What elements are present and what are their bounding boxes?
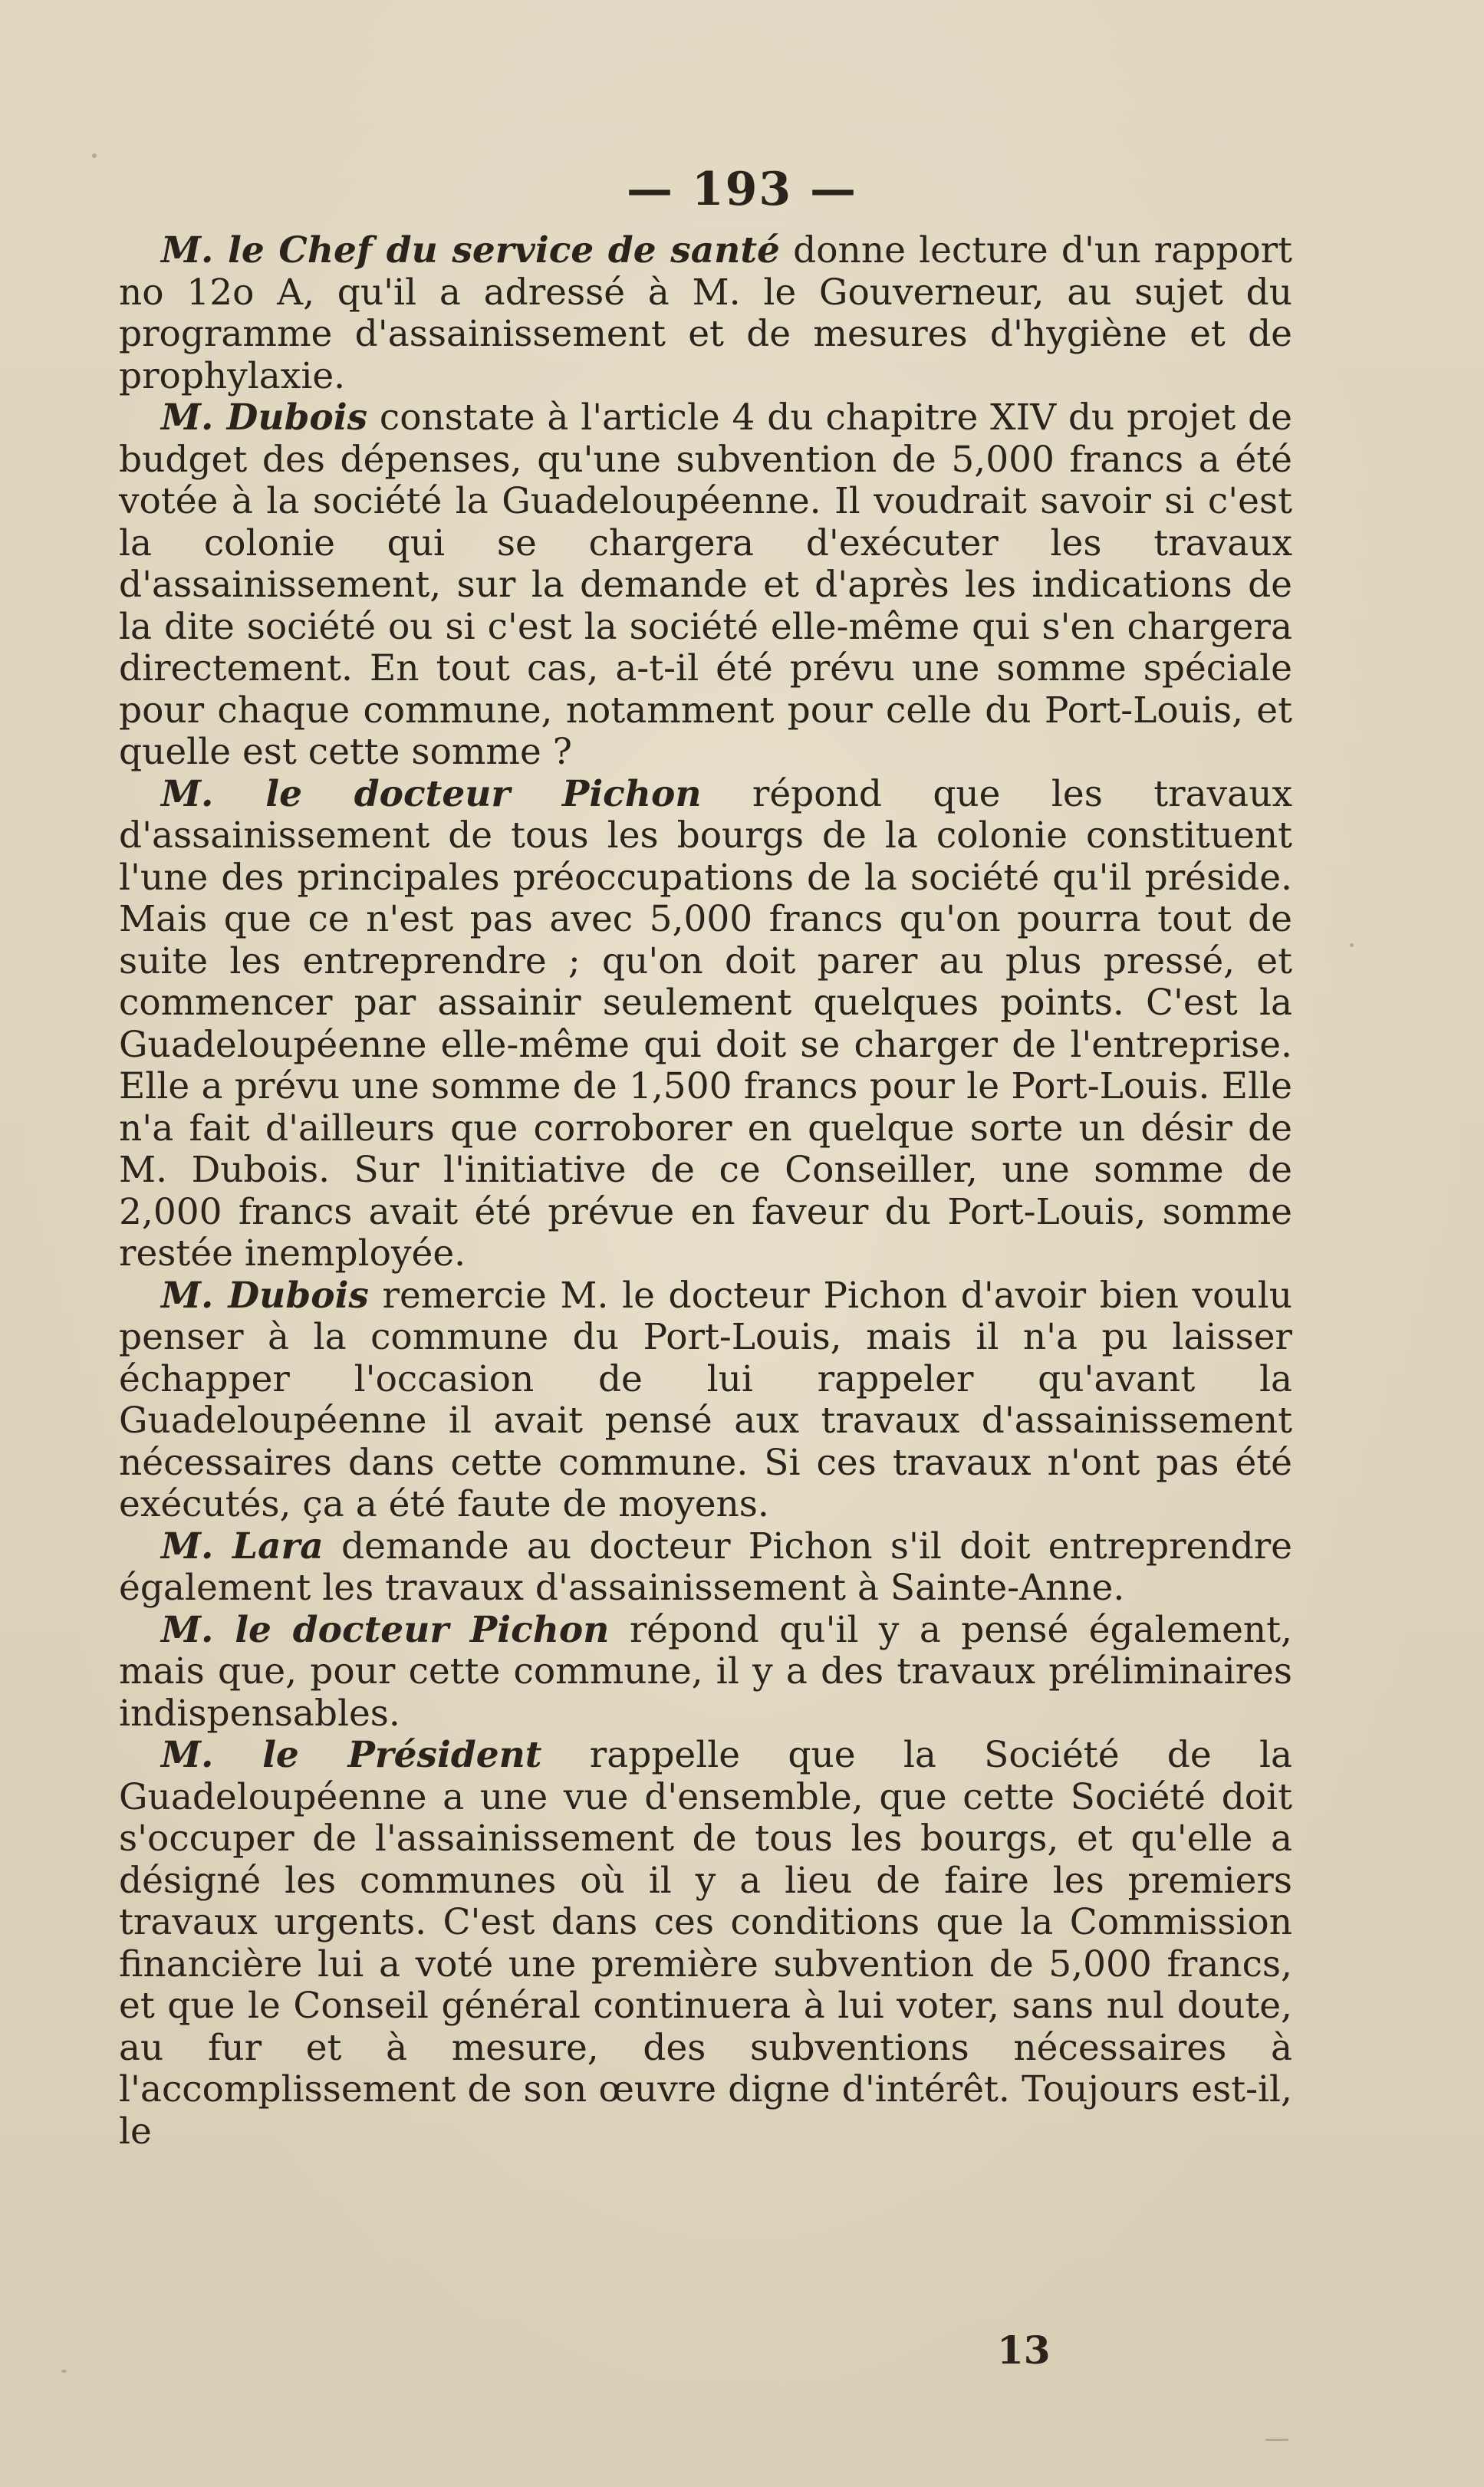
body-text xyxy=(119,230,1292,2153)
paragraph-text: répond que les travaux d'assainissement de tous les bourgs de la colonie constituent l'une des principales préoccupations de la société qu'il préside. Mais que ce n'est pas avec 5,000 francs qu'on pourra tout de suite les entreprendre ; qu'on doit parer au plus pressé, et commencer par assainir seulement quelques points. C'est la Guadeloupéenne elle-même qui doit se charger de l'entreprise. Elle a prévu une somme de 1,500 francs pour le Port-Louis. Elle n'a fait d'ailleurs que corroborer en quelque sorte un désir de M. Dubois. Sur l'initiative de ce Conseiller, une somme de 2,000 francs avait été prévue en faveur du Port-Louis, somme restée inemployée. xyxy=(119,772,1292,1275)
paragraph xyxy=(119,230,1292,397)
speaker-name: M. Dubois xyxy=(161,396,368,439)
paragraph xyxy=(119,1526,1292,1610)
speaker-name: M. le Chef du service de santé xyxy=(161,229,780,271)
paragraph-text: donne lecture d'un rapport no 12o A, qu'il a adressé à M. le Gouverneur, au sujet du programme d'assainissement et de mesures d'hygiène et de prophylaxie. xyxy=(119,229,1292,397)
paragraph-text: demande au docteur Pichon s'il doit entreprendre également les travaux d'assainissement à Sainte-Anne. xyxy=(119,1525,1292,1609)
speaker-name: M. Dubois xyxy=(161,1274,369,1317)
paragraph-text: constate à l'article 4 du chapitre XIV du projet de budget des dépenses, qu'une subvention de 5,000 francs a été votée à la société la Guadeloupéenne. Il voudrait savoir si c'est la colonie qui se chargera d'exécuter les travaux d'assainissement, sur la demande et d'après les indications de la dite société ou si c'est la société elle-même qui s'en chargera directement. En tout cas, a-t-il été prévu une somme spéciale pour chaque commune, notamment pour celle du Port-Louis, et quelle est cette somme ? xyxy=(119,396,1292,773)
paper-speck xyxy=(61,2370,67,2373)
speaker-name: M. le Président xyxy=(161,1734,542,1776)
paragraph xyxy=(119,774,1292,1275)
paragraph-text: rappelle que la Société de la Guadeloupéenne a une vue d'ensemble, que cette Société doit s'occuper de l'assainissement de tous les bourgs, et qu'elle a désigné les communes où il y a lieu de faire les premiers travaux urgents. C'est dans ces conditions que la Commission financière lui a voté une première subvention de 5,000 francs, et que le Conseil général continuera à lui voter, sans nul doute, au fur et à mesure, des subventions nécessaires à l'accomplissement de son œuvre digne d'intérêt. Toujours est-il, le xyxy=(119,1734,1292,2153)
speaker-name: M. le docteur Pichon xyxy=(161,772,702,815)
paragraph xyxy=(119,1735,1292,2153)
paragraph xyxy=(119,397,1292,774)
page-number: — 193 — xyxy=(626,163,858,216)
signature-mark: 13 xyxy=(997,2327,1051,2373)
paper-speck xyxy=(1265,2439,1288,2441)
paragraph xyxy=(119,1275,1292,1526)
paper-speck xyxy=(92,153,97,158)
speaker-name: M. le docteur Pichon xyxy=(161,1608,610,1651)
speaker-name: M. Lara xyxy=(161,1525,324,1568)
paragraph-text: répond qu'il y a pensé également, mais que, pour cette commune, il y a des travaux préliminaires indispensables. xyxy=(119,1608,1292,1735)
paragraph xyxy=(119,1610,1292,1735)
paper-speck xyxy=(1350,943,1354,947)
paragraph-text: remercie M. le docteur Pichon d'avoir bien voulu penser à la commune du Port-Louis, mais il n'a pu laisser échapper l'occasion de lui rappeler qu'avant la Guadeloupéenne il avait pensé aux travaux d'assainissement nécessaires dans cette commune. Si ces travaux n'ont pas été exécutés, ça a été faute de moyens. xyxy=(119,1274,1292,1525)
